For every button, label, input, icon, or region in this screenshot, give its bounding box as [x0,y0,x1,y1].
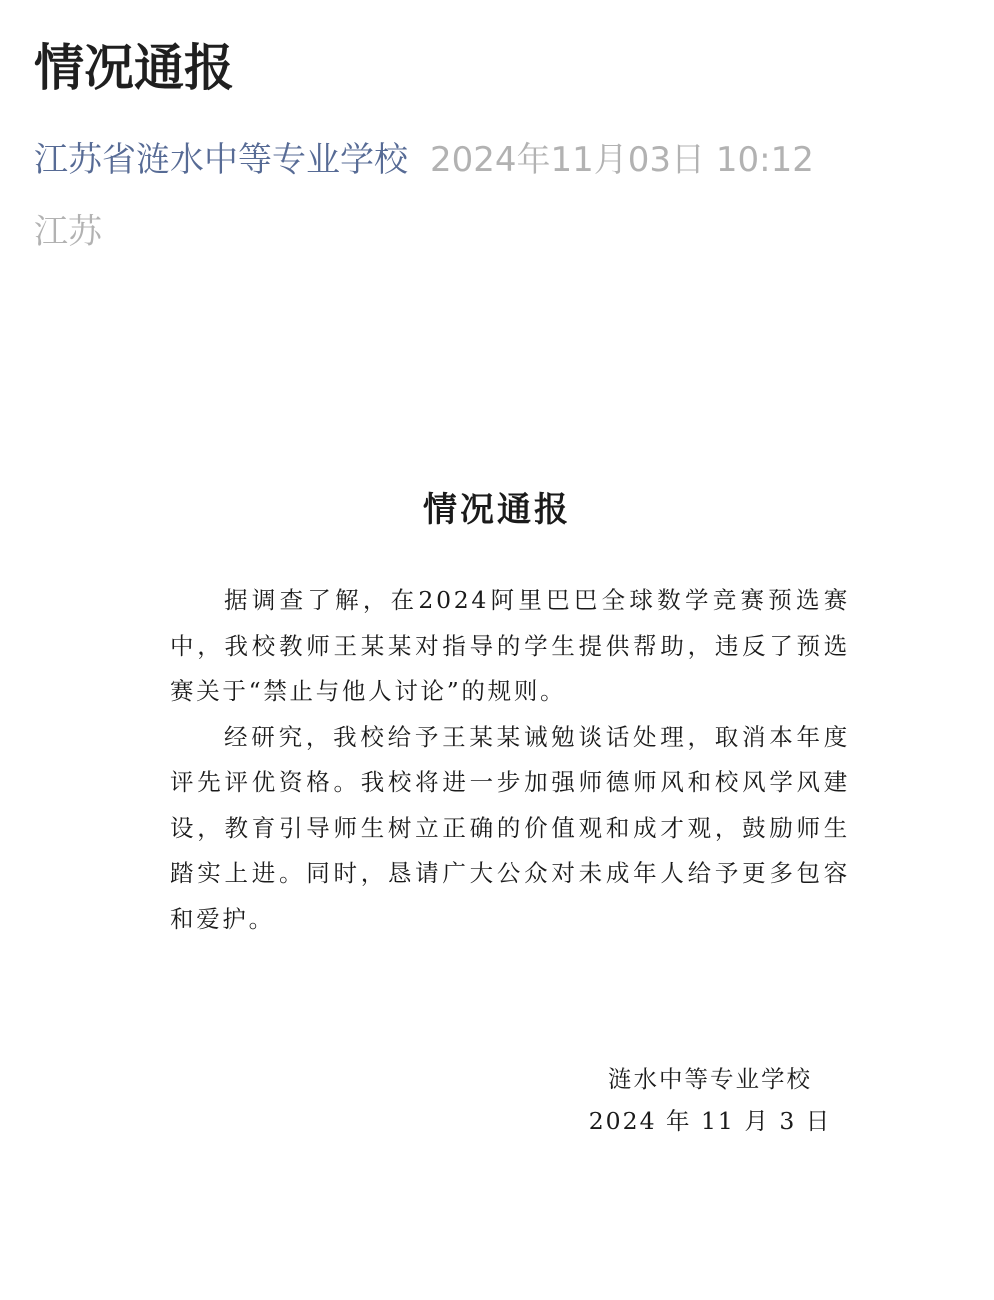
notice-signature [560,1058,860,1142]
notice-title: 情况通报 [423,490,571,530]
signature-org: 涟水中等专业学校 [608,1065,812,1093]
publish-time: 2024年11月03日 10:12 [430,140,814,180]
notice-body [170,578,850,942]
notice-paragraph: 据调查了解，在2024阿里巴巴全球数学竞赛预选赛中，我校教师王某某对指导的学生提供帮助，违反了预选赛关于“禁止与他人讨论”的规则。 [170,586,850,705]
notice-paragraph: 经研究，我校给予王某某诫勉谈话处理，取消本年度评先评优资格。我校将进一步加强师德师风和校风学风建设，教育引导师生树立正确的价值观和成才观，鼓励师生踏实上进。同时，恳请广大公众对未成年人给予更多包容和爱护。 [170,722,850,933]
account-name-link[interactable]: 江苏省涟水中等专业学校 [34,140,408,180]
region-label: 江苏 [34,212,102,252]
signature-date: 2024 年 11 月 3 日 [588,1107,832,1135]
article-title: 情况通报 [34,39,234,97]
